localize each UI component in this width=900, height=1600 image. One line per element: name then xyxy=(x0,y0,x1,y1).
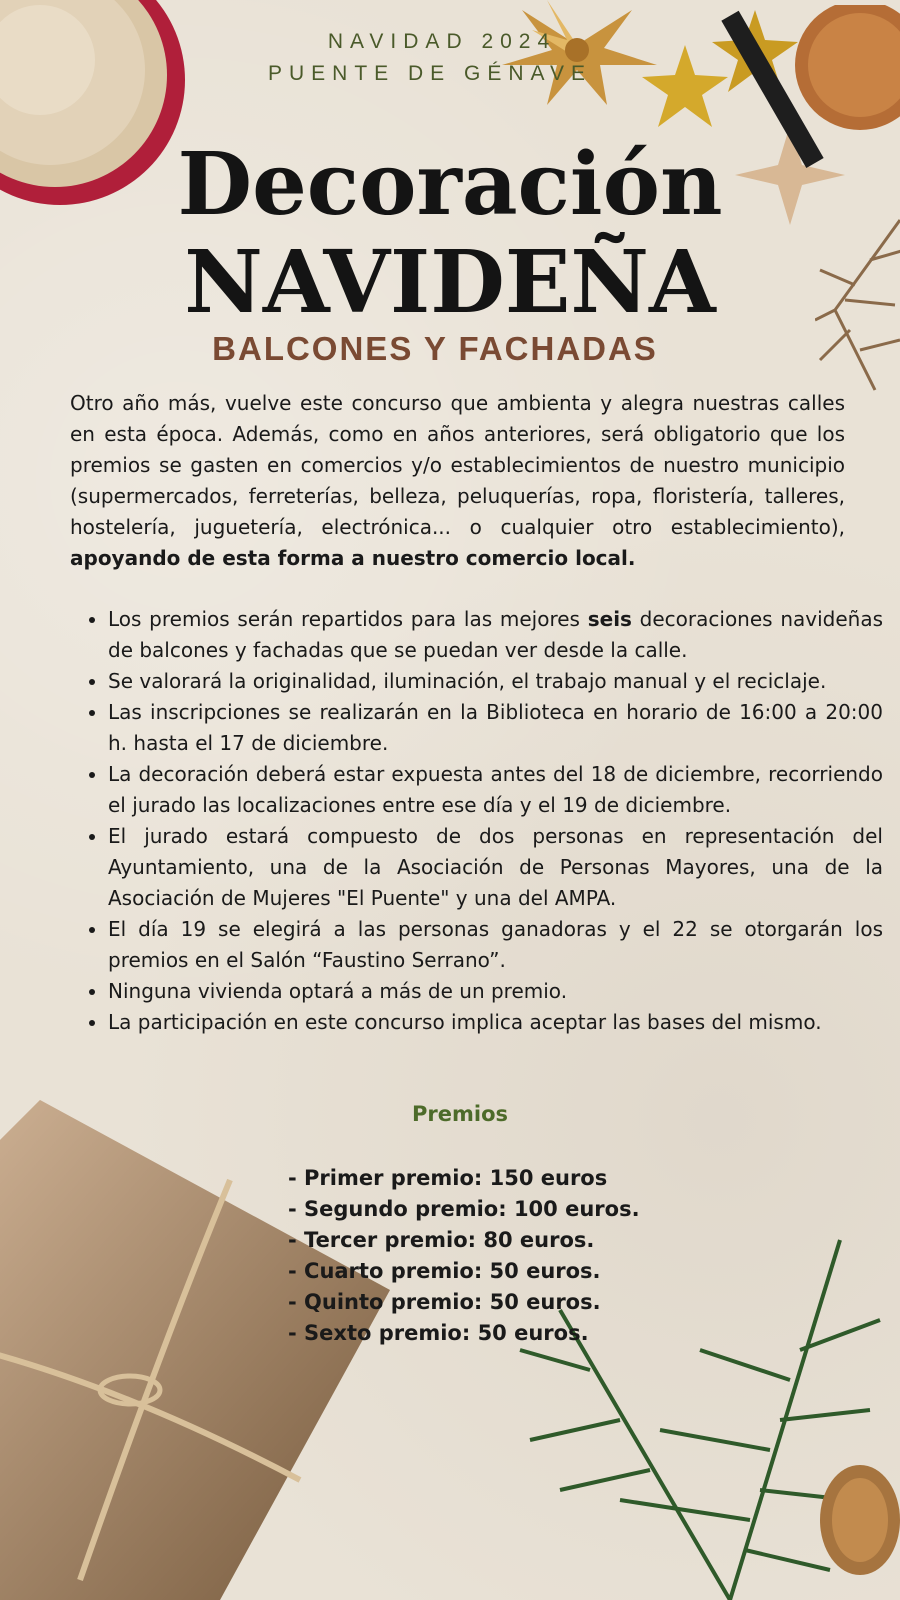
prize-item: - Segundo premio: 100 euros. xyxy=(288,1197,640,1221)
rule-item: • La decoración deberá estar expuesta antes del 18 de diciembre, recorriendo el jurado las localizaciones entre ese día y el 19 de diciembre. xyxy=(108,759,883,821)
prize-item: - Sexto premio: 50 euros. xyxy=(288,1321,589,1345)
intro-text: Otro año más, vuelve este concurso que ambienta y alegra nuestras calles en esta época. Además, como en años anteriores, será obligatorio que los premios se gasten en comercios y/o establecimientos de nuestro municipio (supermercados, ferreterías, belleza, peluquerías, ropa, floristería, talleres, hostelería, juguetería, electrónica... o cualquier otro establecimiento), xyxy=(70,391,845,539)
rule-item: • El jurado estará compuesto de dos personas en representación del Ayuntamiento, una de la Asociación de Personas Mayores, una de la Asociación de Mujeres "El Puente" y una del AMPA. xyxy=(108,821,883,914)
rule-item xyxy=(108,604,883,666)
rule-item: • Las inscripciones se realizarán en la Biblioteca en horario de 16:00 a 20:00 h. hasta el 17 de diciembre. xyxy=(108,697,883,759)
rule-item: • La participación en este concurso implica aceptar las bases del mismo. xyxy=(108,1007,883,1038)
title-line-1: Decoración xyxy=(177,134,723,235)
rule-text: Los premios serán repartidos para las mejores xyxy=(108,607,588,631)
intro-paragraph xyxy=(70,388,845,574)
event-year-label: NAVIDAD 2024 xyxy=(327,30,557,53)
rule-item: • El día 19 se elegirá a las personas ganadoras y el 22 se otorgarán los premios en el Salón “Faustino Serrano”. xyxy=(108,914,883,976)
rules-list xyxy=(70,604,883,1038)
town-label: PUENTE DE GÉNAVE xyxy=(268,62,592,85)
gold-bow-decoration xyxy=(492,0,662,110)
rule-item: • Ninguna vivienda optará a más de un premio. xyxy=(108,976,883,1007)
rule-item: • Se valorará la originalidad, iluminación, el trabajo manual y el reciclaje. xyxy=(108,666,883,697)
prize-item: - Primer premio: 150 euros xyxy=(288,1166,608,1190)
prize-item: - Tercer premio: 80 euros. xyxy=(288,1228,595,1252)
subtitle: BALCONES Y FACHADAS xyxy=(212,330,658,367)
prize-item: - Quinto premio: 50 euros. xyxy=(288,1290,601,1314)
title-line-2: NAVIDEÑA xyxy=(184,232,716,333)
prizes-list xyxy=(288,1163,640,1349)
prizes-heading: Premios xyxy=(412,1102,508,1126)
prize-item: - Cuarto premio: 50 euros. xyxy=(288,1259,601,1283)
rule-bold-text: seis xyxy=(587,607,632,631)
intro-bold-text: apoyando de esta forma a nuestro comercio local. xyxy=(70,546,636,570)
rule-text: decoraciones navideñas de balcones y fachadas que se puedan ver desde la calle. xyxy=(108,607,883,662)
